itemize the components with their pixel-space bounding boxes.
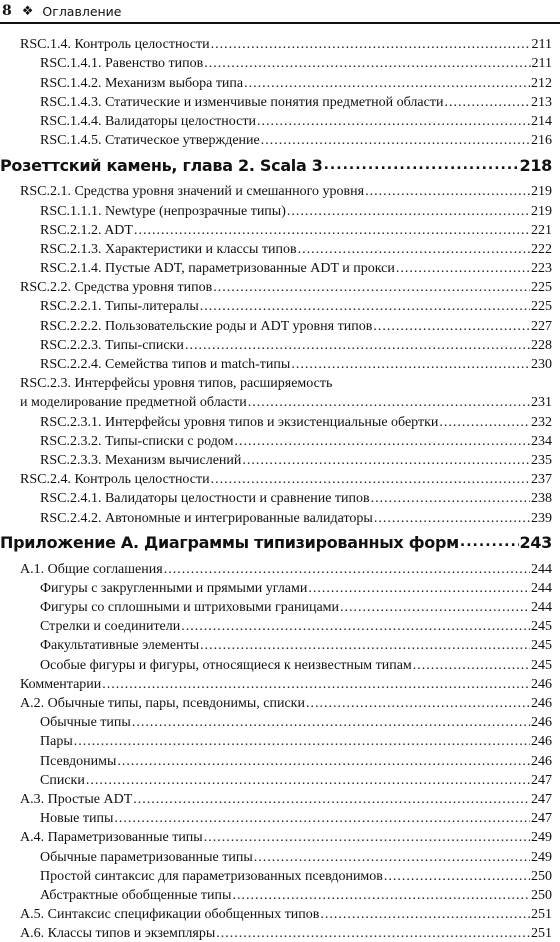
- toc-entry[interactable]: [0, 220, 552, 239]
- toc-page-number: 225: [531, 299, 552, 315]
- dot-leader: [384, 868, 530, 885]
- dot-leader: [308, 580, 530, 597]
- toc-entry-title: RSC.2.2.4. Семейства типов и match-типы: [40, 357, 291, 372]
- dot-leader: [244, 75, 530, 92]
- page-number: 8: [2, 3, 12, 19]
- toc-entry[interactable]: [0, 469, 552, 488]
- dot-leader: [181, 618, 530, 635]
- toc-page-number: 245: [531, 619, 552, 635]
- dot-leader: [211, 471, 530, 488]
- toc-entry-title: Особые фигуры и фигуры, относящиеся к неизвестным типам: [40, 657, 412, 673]
- toc-entry-title: RSC.2.1.3. Характеристики и классы типов: [40, 241, 297, 257]
- toc-page-number: 244: [531, 561, 552, 577]
- toc-entry-title: А.3. Простые ADT: [20, 791, 133, 807]
- toc-page-number: 249: [531, 849, 552, 865]
- toc-page-number: 235: [531, 452, 552, 468]
- toc-entry[interactable]: [0, 712, 552, 731]
- dot-leader: [86, 772, 530, 789]
- toc-entry[interactable]: [0, 635, 552, 654]
- toc-page-number: 234: [531, 433, 552, 449]
- dot-leader: [298, 241, 530, 258]
- toc-page-number: 250: [531, 887, 552, 903]
- toc-entry[interactable]: [0, 885, 552, 904]
- toc-page-number: 246: [531, 715, 552, 731]
- dot-leader: [234, 433, 530, 450]
- toc-entry-title: RSC.1.4.1. Равенство типов: [40, 56, 204, 72]
- dot-leader: [444, 94, 530, 111]
- toc-entry-title: Приложение А. Диаграммы типизированных форм: [0, 533, 459, 552]
- toc-entry-title: А.5. Синтаксис спецификации обобщенных типов: [20, 907, 320, 923]
- toc-entry[interactable]: [0, 789, 552, 808]
- dot-leader: [232, 887, 530, 904]
- toc-entry-title: Обычные типы: [40, 715, 131, 731]
- dot-leader: [200, 637, 530, 654]
- toc-entry[interactable]: [0, 411, 552, 430]
- dot-leader: [365, 183, 530, 200]
- toc-entry-title: А.1. Общие соглашения: [20, 561, 163, 577]
- toc-entry-title: RSC.2.3.3. Механизм вычислений: [40, 452, 242, 468]
- dot-leader: [164, 561, 530, 578]
- dot-leader: [117, 753, 530, 770]
- dot-leader: [74, 733, 530, 750]
- toc-page-number: 228: [531, 337, 552, 353]
- dot-leader: [439, 414, 530, 431]
- toc-page-number: 246: [531, 696, 552, 711]
- toc-entry-title: Стрелки и соединители: [40, 619, 181, 635]
- toc-page-number: 218: [519, 155, 552, 175]
- toc-entry-title: RSC.1.4.3. Статические и изменчивые понятия предметной области: [40, 94, 444, 110]
- toc-entry-title: А.2. Обычные типы, пары, псевдонимы, списки: [20, 696, 305, 711]
- toc-page-number: 222: [531, 241, 552, 257]
- dot-leader: [133, 791, 530, 808]
- toc-entry[interactable]: [0, 450, 552, 469]
- toc-entry-title: RSC.2.1.2. ADT: [40, 222, 133, 238]
- toc-entry-title: RSC.2.3.2. Типы-списки с родом: [40, 433, 234, 449]
- toc-entry-title: Факультативные элементы: [40, 638, 200, 654]
- toc-entry[interactable]: [0, 770, 552, 789]
- toc-page-number: 232: [531, 414, 552, 430]
- toc-entry[interactable]: [0, 34, 552, 53]
- toc-entry-title: Списки: [40, 772, 85, 788]
- toc-entry-title: RSC.2.2.2. Пользовательские роды и ADT уровня типов: [40, 318, 373, 334]
- toc-page-number: 244: [531, 580, 552, 596]
- toc-entry-title: Абстрактные обобщенные типы: [40, 887, 232, 903]
- toc-entry-title: RSC.2.2.1. Типы-литералы: [40, 299, 199, 315]
- toc-entry[interactable]: [0, 111, 552, 130]
- dot-leader: [291, 356, 530, 373]
- toc-page-number: 246: [531, 753, 552, 769]
- toc-entry-title: Пары: [40, 734, 73, 750]
- dot-leader: [287, 203, 530, 220]
- toc-entry-title: А.6. Классы типов и экземпляры: [20, 926, 216, 942]
- toc-page-number: 212: [531, 75, 552, 91]
- toc-page-number: 251: [531, 907, 552, 923]
- dot-leader: [216, 925, 530, 942]
- toc-entry[interactable]: [0, 239, 552, 258]
- running-header-title: Оглавление: [42, 3, 122, 19]
- toc-entry[interactable]: [0, 846, 552, 865]
- toc-entry-title: RSC.1.4.5. Статическое утверждение: [40, 133, 260, 149]
- toc-entry-title: RSC.2.2. Средства уровня типов: [20, 280, 213, 296]
- toc-entry-title: и моделирование предметной области: [20, 395, 247, 411]
- toc-page-number: 219: [531, 184, 552, 200]
- toc-entry[interactable]: [0, 392, 552, 411]
- running-header: [0, 0, 560, 22]
- dot-leader: [185, 337, 530, 354]
- toc-page-number: 221: [531, 222, 552, 238]
- toc-entry[interactable]: [0, 488, 552, 507]
- toc-entry[interactable]: [0, 559, 552, 578]
- toc-entry-title: Обычные параметризованные типы: [40, 849, 253, 865]
- dot-leader: [242, 452, 530, 469]
- toc-entry[interactable]: [0, 72, 552, 91]
- toc-page-number: 247: [531, 772, 552, 788]
- toc-entry[interactable]: [0, 431, 552, 450]
- toc-page-number: 245: [531, 657, 552, 673]
- dot-leader: [211, 36, 531, 53]
- toc-entry[interactable]: [0, 597, 552, 616]
- toc-entry-title: А.4. Параметризованные типы: [20, 830, 203, 846]
- toc-entry-title: Простой синтаксис для параметризованных псевдонимов: [40, 868, 383, 884]
- dot-leader: [204, 55, 530, 72]
- toc-entry[interactable]: [0, 296, 552, 315]
- toc-entry-title: Розеттский камень, глава 2. Scala 3: [0, 155, 323, 175]
- dot-leader: [340, 599, 530, 616]
- toc-entry[interactable]: [0, 904, 552, 923]
- toc-entry-title: RSC.2.2.3. Типы-списки: [40, 337, 184, 353]
- toc-entry[interactable]: [0, 616, 552, 635]
- header-rule: [0, 22, 560, 24]
- toc-entry-title: Фигуры со сплошными и штриховыми границами: [40, 600, 340, 616]
- toc-entry[interactable]: [0, 827, 552, 846]
- toc-page-number: 214: [531, 113, 552, 129]
- toc-entry-title: RSC.2.1. Средства уровня значений и смешанного уровня: [20, 184, 365, 200]
- toc-page-number: 246: [531, 734, 552, 750]
- toc-entry[interactable]: [0, 315, 552, 334]
- toc-entry-title: RSC.2.3.1. Интерфейсы уровня типов и экзистенциальные обертки: [40, 414, 439, 430]
- toc-entry-title: RSC.1.4. Контроль целостности: [20, 37, 210, 53]
- toc-entry-title: RSC.1.4.2. Механизм выбора типа: [40, 75, 244, 91]
- toc-page-number: 211: [531, 56, 552, 72]
- toc-entry[interactable]: [0, 693, 552, 712]
- toc-page-number: 245: [531, 638, 552, 654]
- toc-entry[interactable]: [0, 277, 552, 296]
- toc-page-number: 216: [531, 133, 552, 149]
- toc-entry[interactable]: [0, 53, 552, 72]
- toc-page-number: 247: [531, 811, 552, 827]
- dot-leader: [248, 394, 530, 411]
- toc-page-number: 223: [531, 261, 552, 277]
- toc-entry[interactable]: [0, 258, 552, 277]
- toc-entry-title: Фигуры с закругленными и прямыми углами: [40, 580, 308, 596]
- toc-entry-title: RSC.1.4.4. Валидаторы целостности: [40, 113, 256, 129]
- toc-page-number: 239: [531, 510, 552, 526]
- toc-page-number: 238: [531, 491, 552, 507]
- toc-entry[interactable]: [0, 578, 552, 597]
- dot-leader: [373, 318, 530, 335]
- toc-page-number: 251: [531, 926, 552, 942]
- toc-entry[interactable]: [0, 654, 552, 673]
- toc-entry[interactable]: [0, 335, 552, 354]
- toc-page-number: 211: [531, 37, 552, 53]
- toc-page-number: 213: [531, 94, 552, 110]
- toc-entry[interactable]: [0, 200, 552, 219]
- toc-page-number: 225: [531, 280, 552, 296]
- toc-entry-title: RSC.2.4. Контроль целостности: [20, 472, 210, 488]
- toc-chapter-entry[interactable]: [0, 527, 552, 559]
- toc-entry-title: Псевдонимы: [40, 753, 117, 769]
- dot-leader: [200, 298, 530, 315]
- toc-entry[interactable]: [0, 674, 552, 693]
- toc-entry[interactable]: [0, 130, 552, 149]
- toc-entry[interactable]: [0, 92, 552, 111]
- toc-page-number: 219: [531, 203, 552, 219]
- toc-page-number: 231: [531, 395, 552, 411]
- dot-leader: [306, 695, 530, 712]
- dot-leader: [320, 906, 530, 923]
- toc-entry[interactable]: [0, 750, 552, 769]
- toc-page-number: 250: [531, 868, 552, 884]
- dot-leader: [134, 222, 530, 239]
- dot-leader: [132, 714, 530, 731]
- diamond-ornament-icon: ❖: [21, 3, 34, 19]
- dot-leader: [254, 849, 530, 866]
- toc-chapter-entry[interactable]: [0, 149, 552, 181]
- dot-leader: [261, 132, 530, 149]
- toc-page-number: 246: [531, 676, 552, 692]
- toc-page-number: 243: [519, 533, 552, 552]
- toc-entry[interactable]: [0, 373, 552, 392]
- toc-entry[interactable]: [0, 923, 552, 942]
- table-of-contents: [0, 34, 552, 942]
- dot-leader: [413, 657, 530, 674]
- toc-entry[interactable]: [0, 354, 552, 373]
- dot-leader: [371, 490, 530, 507]
- toc-entry-title: RSC.2.4.1. Валидаторы целостности и сравнение типов: [40, 491, 370, 507]
- toc-page-number: 244: [531, 600, 552, 616]
- dot-leader: [374, 510, 530, 527]
- dot-leader: [204, 829, 530, 846]
- dot-leader: [114, 810, 530, 827]
- toc-entry[interactable]: [0, 866, 552, 885]
- toc-page-number: 249: [531, 830, 552, 846]
- toc-entry[interactable]: [0, 507, 552, 526]
- toc-page-number: 247: [531, 791, 552, 807]
- dot-leader: [257, 113, 530, 130]
- toc-entry[interactable]: [0, 181, 552, 200]
- toc-page-number: 230: [531, 357, 552, 372]
- toc-page-number: 237: [531, 472, 552, 488]
- dot-leader: [460, 534, 519, 551]
- toc-entry-title: RSC.1.1.1. Newtype (непрозрачные типы): [40, 203, 286, 219]
- toc-entry[interactable]: [0, 808, 552, 827]
- dot-leader: [213, 279, 530, 296]
- toc-entry-title: Комментарии: [20, 676, 102, 692]
- toc-entry-title: Новые типы: [40, 811, 114, 827]
- dot-leader: [396, 260, 530, 277]
- toc-entry-title: RSC.2.1.4. Пустые ADT, параметризованные ADT и прокси: [40, 261, 395, 277]
- toc-entry-title: RSC.2.3. Интерфейсы уровня типов, расширяемость: [20, 376, 333, 392]
- toc-entry[interactable]: [0, 731, 552, 750]
- toc-page-number: 227: [531, 318, 552, 334]
- toc-entry-title: RSC.2.4.2. Автономные и интегрированные валидаторы: [40, 510, 373, 526]
- dot-leader: [324, 157, 519, 174]
- dot-leader: [102, 676, 530, 693]
